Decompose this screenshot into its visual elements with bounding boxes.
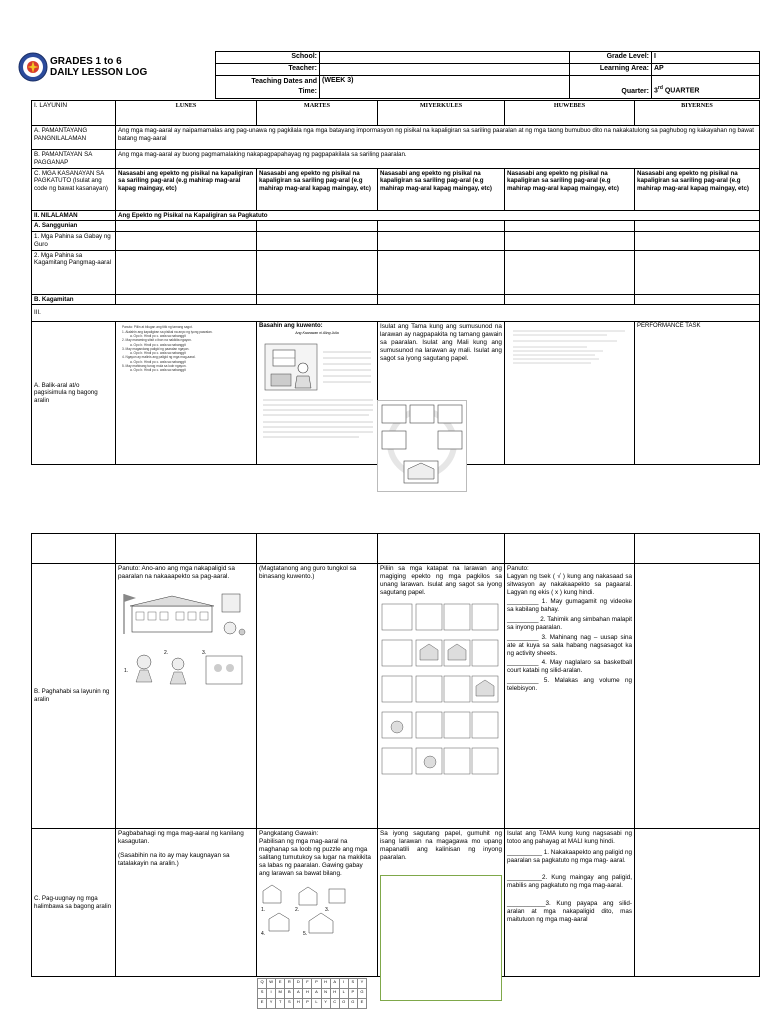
- layunin-label: I. LAYUNIN: [32, 101, 116, 126]
- puzzle-cell[interactable]: Y: [357, 979, 366, 989]
- pag-uugnay-lunes: [116, 829, 257, 977]
- huwebes-panuto-title: Panuto:: [507, 565, 529, 572]
- puzzle-cell[interactable]: F: [303, 979, 312, 989]
- nilalaman-text: Ang Epekto ng Pisikal na Kapaligiran sa Pagkatuto: [116, 210, 760, 221]
- lunes-pag-uugnay-2: (Sasabihin na ito ay may kaugnayan sa tatalakayin na aralin.): [118, 852, 230, 867]
- story-text-lines: [259, 396, 375, 449]
- pamantayan-sa-pagganap-text: Ang mga mag-aaral ay buong pagmamalaking nakapagpapahayag ng pagpapakilala sa sariling paaralan.: [116, 150, 760, 169]
- balik-aral-biyernes: [635, 322, 760, 465]
- day-biyernes: BIYERNES: [635, 101, 760, 126]
- martes-story-title: Basahin ang kuwento:: [259, 323, 323, 330]
- huwebes-tama-mali-3: ___________3. Kung payapa ang silid-aralan at mga nakapaligid dito, mas maitutuon ng mga mag-aaral: [507, 900, 632, 923]
- day-huwebes: HUWEBES: [505, 101, 635, 126]
- puzzle-cell[interactable]: G: [348, 999, 357, 1009]
- day-miyerkules: MIYERKULES: [378, 101, 505, 126]
- balik-aral-huwebes: [505, 322, 635, 465]
- pamantayang-pangnilalaman-text: Ang mga mag-aaral ay naipamamalas ang pag-unawa ng pagkilala nga mga batayang impormasyon ng pisikal na kapaligiran sa sariling paaralan at ng mga taong bumubuo dito na nakakatulong sa paghubog ng kakayahan ng bawat batang mag-aaral: [116, 126, 760, 150]
- form-title: [50, 56, 147, 78]
- puzzle-cell[interactable]: I: [339, 979, 348, 989]
- title-line-2: DAILY LESSON LOG: [50, 67, 148, 78]
- section-iii: III.: [32, 305, 760, 322]
- gabay-label: 1. Mga Pahina sa Gabay ng Guro: [32, 232, 116, 251]
- svg-text:1.: 1.: [124, 668, 129, 674]
- svg-text:1.: 1.: [261, 907, 266, 913]
- kasanayan-miyerkules: Nasasabi ang epekto ng pisikal na kapaligiran sa sariling pag-aral (e.g mahirap mag-aral kapag maingay, etc): [378, 168, 505, 210]
- puzzle-cell[interactable]: Y: [267, 999, 276, 1009]
- balik-aral-lunes: [116, 322, 257, 465]
- kasanayan-huwebes: Nasasabi ang epekto ng pisikal na kapaligiran sa sariling pag-aral (e.g mahirap mag-aral kapag maingay, etc): [505, 168, 635, 210]
- puzzle-cell[interactable]: A: [312, 989, 321, 999]
- puzzle-cell[interactable]: H: [330, 989, 339, 999]
- puzzle-cell[interactable]: D: [294, 979, 303, 989]
- story-illustration: [259, 338, 375, 394]
- balik-aral-label: A. Balik-aral at/o pagsisimula ng bagong aralin: [32, 322, 116, 465]
- kagamitang-label: 2. Mga Pahina sa Kagamitang Pangmag-aaral: [32, 250, 116, 294]
- huwebes-item-5: _________ 5. Malakas ang volume ng telebisyon.: [507, 677, 632, 693]
- svg-text:3.: 3.: [202, 650, 207, 656]
- teaching-dates-label: Teaching Dates and Time:: [216, 75, 320, 98]
- day-lunes: LUNES: [116, 101, 257, 126]
- martes-story-subtitle: Ang Kaarawan ni Aling Julia: [295, 330, 339, 335]
- puzzle-cell[interactable]: S: [348, 979, 357, 989]
- performance-task: PERFORMANCE TASK: [637, 323, 701, 330]
- puzzle-cell[interactable]: G: [357, 989, 366, 999]
- lunes-worksheet: Panuto: Piliin at bilugan ang titik ng tamang sagot. 1. Alalahin ang kapaligiran sa pisikal na anyo ng iyong paaralan. a. Opo b. Hindi po c. wala sa nabanggit 2. May maraming sitsit o ibon na nakikita ngayon. a. Opo b. Hindi po c. wala sa nabanggit 3. May magandang paligid ng paaralan ngayon. a. Opo b. Hindi po c. wala sa nabanggit 4. Ngayon ay malinis ang paligid ng mga mag-aaral. a. Opo b. Hindi po c. wala sa nabanggit 5. May mahinang tunog mula sa loob ngayon. a. Opo b. Hindi po c. wala sa nabanggit: [122, 325, 213, 373]
- puzzle-cell[interactable]: P: [303, 999, 312, 1009]
- school-label: School:: [216, 52, 320, 64]
- grade-level-label: Grade Level:: [570, 52, 652, 64]
- huwebes-item-2: _________ 2. Tahimik ang simbahan malapit sa inyong paaralan.: [507, 616, 632, 632]
- kasanayan-biyernes: Nasasabi ang epekto ng pisikal na kapaligiran sa sariling pag-aral (e.g mahirap mag-aral kapag maingay, etc): [635, 168, 760, 210]
- martes-gawain-title: Pangkatang Gawain:: [259, 830, 319, 837]
- pag-uugnay-huwebes: [505, 829, 635, 977]
- lunes-paghahabi-text: Panuto: Ano-ano ang mga nakapaligid sa paaralan na nakaaapekto sa pag-aaral.: [118, 565, 235, 580]
- word-search-puzzle[interactable]: [257, 978, 367, 1009]
- sanggunian-label: A. Sanggunian: [32, 221, 116, 232]
- paghahabi-miyerkules: [378, 564, 505, 829]
- puzzle-cell[interactable]: H: [303, 989, 312, 999]
- svg-text:5.: 5.: [303, 931, 308, 937]
- puzzle-cell[interactable]: A: [294, 989, 303, 999]
- miyerkules-instruction: Isulat ang Tama kung ang sumusunod na larawan ay nagpapakita ng tamang gawain sa paaralan. Isulat ang Mali kung ang sumusunod na larawan ay mali. Isulat ang sagot sa iyong sagutang papel.: [380, 323, 502, 363]
- puzzle-cell[interactable]: L: [312, 999, 321, 1009]
- puzzle-cell[interactable]: T: [276, 999, 285, 1009]
- teacher-label: Teacher:: [216, 63, 320, 75]
- martes-gawain-text: Pabilisan ng mga mag-aaral na maghanap sa loob ng puzzle ang mga salitang tumutukoy sa lugar na makikita sa labas ng paaralan. Gawing gabay ang larawan sa bawat bilang.: [259, 838, 371, 877]
- kasanayan-martes: Nasasabi ang epekto ng pisikal na kapaligiran sa sariling pag-aral (e.g mahirap mag-aral kapag maingay, etc): [257, 168, 378, 210]
- huwebes-panuto-text: Lagyan ng tsek ( √ ) kung ang nakasaad sa sitwasyon ay nakakaapekto sa pagaaral. Lagyan ng ekis ( x ) kung hindi.: [507, 572, 632, 596]
- miyerkules-pag-uugnay-text: Sa iyong sagutang papel, gumuhit ng isang larawan na magagawa mo upang mapanatili ang kalinisan ng inyong paaralan.: [380, 830, 502, 861]
- week-field[interactable]: (WEEK 3): [320, 75, 570, 98]
- nilalaman-label: II. NILALAMAN: [32, 210, 116, 221]
- puzzle-cell[interactable]: L: [339, 989, 348, 999]
- school-field[interactable]: [320, 52, 570, 64]
- svg-text:2.: 2.: [164, 650, 169, 656]
- puzzle-cell[interactable]: A: [330, 979, 339, 989]
- huwebes-tama-mali-2: __________2. Kung maingay ang paligid, mabilis ang pagkatuto ng mga mag-aaral.: [507, 874, 632, 890]
- paghahabi-label: B. Paghahabi sa layunin ng aralin: [32, 564, 116, 829]
- puzzle-cell[interactable]: Q: [258, 979, 267, 989]
- paghahabi-lunes: [116, 564, 257, 829]
- puzzle-cell[interactable]: H: [294, 999, 303, 1009]
- tama-mali-worksheet-image: [377, 400, 467, 492]
- svg-text:2.: 2.: [295, 907, 300, 913]
- puzzle-cell[interactable]: Y: [321, 999, 330, 1009]
- svg-text:4.: 4.: [261, 931, 266, 937]
- puzzle-cell[interactable]: H: [321, 979, 330, 989]
- learning-area-value[interactable]: AP: [652, 63, 760, 75]
- puzzle-cell[interactable]: E: [357, 999, 366, 1009]
- martes-paghahabi-text: (Magtatanong ang guro tungkol sa binasang kuwento.): [259, 565, 357, 580]
- svg-text:3.: 3.: [325, 907, 330, 913]
- puzzle-cell[interactable]: O: [339, 999, 348, 1009]
- puzzle-cell[interactable]: N: [321, 989, 330, 999]
- kagamitan-label: B. Kagamitan: [32, 294, 116, 305]
- puzzle-cell[interactable]: P: [348, 989, 357, 999]
- pag-uugnay-martes: [257, 829, 378, 977]
- puzzle-cell[interactable]: S: [258, 989, 267, 999]
- puzzle-cell[interactable]: S: [285, 999, 294, 1009]
- title-line-1: GRADES 1 to 6: [50, 56, 122, 67]
- puzzle-cell[interactable]: C: [330, 999, 339, 1009]
- pag-uugnay-biyernes: [635, 829, 760, 977]
- kasanayan-lunes: Nasasabi ang epekto ng pisikal na kapaligiran sa sariling pag-aral (e.g mahirap mag-aral kapag maingay, etc): [116, 168, 257, 210]
- kasanayan-label: C. MGA KASANAYAN SA PAGKATUTO (Isulat ang code ng bawat kasanayan): [32, 168, 116, 210]
- header-table: [215, 51, 760, 99]
- huwebes-tama-mali-1: __________ 1. Nakakaapekto ang paligid ng paaralan sa pagkatuto ng mga mag- aaral.: [507, 848, 632, 864]
- pamantayan-sa-pagganap-label: B. PAMANTAYAN SA PAGGANAP: [32, 150, 116, 169]
- puzzle-cell[interactable]: E: [276, 979, 285, 989]
- puzzle-cell[interactable]: W: [267, 979, 276, 989]
- puzzle-cell[interactable]: E: [258, 999, 267, 1009]
- paghahabi-biyernes: [635, 564, 760, 829]
- pag-uugnay-label: C. Pag-uugnay ng mga halimbawa sa bagong aralin: [32, 829, 116, 977]
- drawing-box[interactable]: [380, 875, 502, 1001]
- puzzle-cell[interactable]: I: [267, 989, 276, 999]
- deped-seal: [18, 52, 48, 82]
- balik-aral-martes: [257, 322, 378, 465]
- teacher-field[interactable]: [320, 63, 570, 75]
- grade-level-value[interactable]: I: [652, 52, 760, 64]
- huwebes-item-3: _________ 3. Mahinang nag – uusap sina ate at kuya sa sala habang nagsasagot ka ng activity sheets.: [507, 633, 632, 657]
- puzzle-cell[interactable]: B: [285, 989, 294, 999]
- quarter-value[interactable]: 3rd QUARTER: [652, 75, 760, 98]
- puzzle-cell[interactable]: M: [276, 989, 285, 999]
- surroundings-illustration: [118, 584, 254, 707]
- miyerkules-paghahabi-text: Piliin sa mga katapat na larawan ang magiging epekto ng mga pagkilos sa unang larawan. Isulat ang sagot sa iyong sagutang papel.: [380, 565, 502, 596]
- paghahabi-martes: [257, 564, 378, 829]
- puzzle-cell[interactable]: P: [312, 979, 321, 989]
- paghahabi-huwebes: [505, 564, 635, 829]
- puzzle-pictures: [259, 881, 375, 940]
- huwebes-item-1: _________ 1. May gumagamit ng videoke sa kabilang bahay.: [507, 598, 632, 614]
- pamantayang-pangnilalaman-label: A. PAMANTAYANG PANGNILALAMAN: [32, 126, 116, 150]
- quarter-label: Quarter:: [570, 75, 652, 98]
- puzzle-cell[interactable]: R: [285, 979, 294, 989]
- day-martes: MARTES: [257, 101, 378, 126]
- huwebes-tama-mali-intro: Isulat ang TAMA kung kung nagsasabi ng totoo ang pahayag at MALI kung hindi.: [507, 830, 632, 845]
- huwebes-item-4: _________ 4. May naglalaro sa basketball court katabi ng silid-aralan.: [507, 659, 632, 675]
- effects-worksheet-image: [380, 600, 502, 793]
- huwebes-mini-worksheet: [507, 323, 632, 376]
- learning-area-label: Learning Area:: [570, 63, 652, 75]
- lunes-pag-uugnay-1: Pagbabahagi ng mga mag-aaral ng kanilang kasagutan.: [118, 830, 244, 845]
